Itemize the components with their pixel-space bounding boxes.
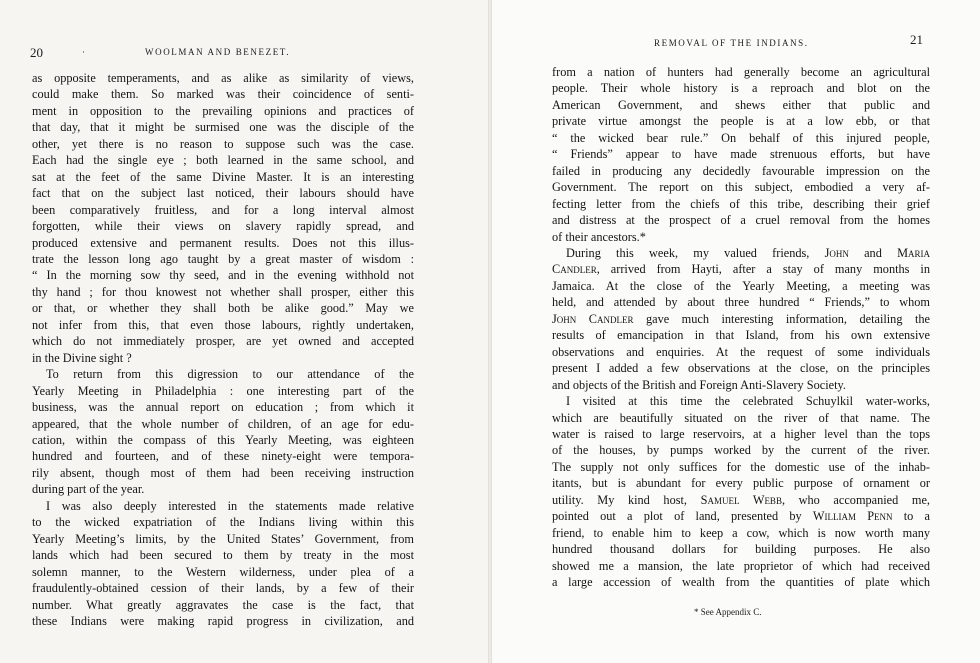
text-line: that day, that it might be surmised one was the disciple of the [32,120,414,135]
gutter [488,0,492,663]
text-line: sat at the feet of the same Divine Master. It is an interesting [32,169,414,184]
text-line: The supply not only suffices for the domestic use of the inhab- [552,459,930,474]
text-line: these Indians were making rapid progress in civilization, and [32,613,414,628]
text-line: showed me a mansion, the late proprietor of which had received [552,558,930,573]
text-line: itants, but is abundant for every public purpose of ornament or [552,476,930,491]
text-line: To return from this digression to our attendance of the [46,367,414,382]
text-line: trate the lesson long ago taught by a great master of wisdom : [32,251,414,266]
left-page-number: 20 [30,45,43,60]
text-line: which are beautifully situated on the river of that name. The [552,410,930,425]
text-line: I was also deeply interested in the statements made relative [46,498,414,513]
text-line: from a nation of hunters had generally become an agricultural [552,65,930,79]
text-line: thy hand ; for thou knowest not whether shall prosper, either this [32,284,414,299]
text-line: during part of the year. [32,482,145,497]
text-line: observations and enquiries. At the request of some individuals [552,344,930,359]
text-line: I visited at this time the celebrated Schuylkil water-works, [566,394,930,409]
text-line: been comparatively fruitless, and for a long interval almost [32,202,414,217]
text-line: hundred and fourteen, and of these ninety-eight were tempora- [32,449,414,464]
text-line: present I added a few observations at the close, on the principles [552,361,930,376]
text-line: fecting letter from the chiefs of this tribe, describing their grief [552,196,930,211]
text-line: produced extensive and permanent results. Does not this illus- [32,235,414,250]
text-line: private virtue amongst the people is at a low ebb, or that [552,114,930,129]
footnote: * See Appendix C. [694,607,762,617]
text-line: other, yet there is no reason to suppose such was the case. [32,136,414,151]
text-line: Yearly Meeting’s limits, by the United States’ Government, from [32,531,414,546]
text-line: and distress at the prospect of a cruel removal from the homes [552,213,930,228]
right-running-head: REMOVAL OF THE INDIANS. [654,38,809,48]
text-line: “ Friends” appear to have made strenuous efforts, but have [552,147,930,162]
left-page-dot: · [82,47,87,57]
text-line: lands which had been secured to them by treaty in the most [32,548,414,563]
text-line: of the houses, by pumps worked by the current of the river. [552,443,930,458]
text-line: “ the wicked bear rule.” On behalf of this injured people, [552,130,930,145]
text-line: which do not immediately prosper, are yet owned and accepted [32,334,414,349]
text-line: fraudulently-obtained cession of their lands, by a few of their [32,581,414,596]
text-line: cation, within the compass of this Yearly Meeting, was eighteen [32,432,414,447]
text-line: Candler, arrived from Hayti, after a stay of many months in [552,262,930,277]
text-line: friend, to enable him to keep a cow, which is now worth many [552,525,930,540]
text-line: John Candler gave much interesting information, detailing the [552,311,930,326]
text-line: American Government, and shews either that public and [552,97,930,112]
text-line: utility. My kind host, Samuel Webb, who accompanied me, [552,492,930,507]
text-line: people. Their whole history is a reproach and blot on the [552,81,930,96]
text-line: pointed out a plot of land, presented by William Penn to a [552,509,930,524]
text-line: fact that on the subject last noticed, their labours should have [32,186,414,201]
text-line: failed in producing any decidedly favourable impression on the [552,163,930,178]
text-line: forgotten, while their views on slavery rapidly spread, and [32,219,414,234]
text-line: or that, or whether they shall both be alike good.” May we [32,301,414,316]
text-line: not infer from this, that even those labours, rightly undertaken, [32,317,414,332]
text-line: appeared, that the whole number of children, of an age for edu- [32,416,414,431]
text-line: hundred thousand dollars for building purposes. He also [552,542,930,557]
text-line: number. What greatly aggravates the case is the fact, that [32,597,414,612]
text-line: Jamaica. At the close of the Yearly Meeting, a meeting was [552,278,930,293]
left-page-text [32,70,414,629]
text-line: water is raised to large reservoirs, at a higher level than the tops [552,426,930,441]
text-line: results of emancipation in that Island, from his own extensive [552,328,930,343]
right-page-number: 21 [910,32,923,47]
text-line: in the Divine sight ? [32,350,132,365]
text-line: ment in opposition to the prevailing opinions and practices of [32,103,414,118]
text-line: could make them. So marked was their coincidence of senti- [32,87,414,102]
text-line: of their ancestors.* [552,229,646,244]
text-line: During this week, my valued friends, John and Maria [566,245,931,260]
text-line: Each had the single eye ; both learned in the same school, and [32,153,414,168]
text-line: business, was the annual report on education ; from which it [32,400,414,415]
text-line: Yearly Meeting in Philadelphia : one interesting part of the [32,383,414,398]
text-line: and objects of the British and Foreign Anti-Slavery Society. [552,377,846,392]
text-line: to the wicked expatriation of the Indians living within this [32,515,414,530]
text-line: rily absent, though most of them had been receiving instruction [32,465,414,480]
text-line: Government. The report on this subject, embodied a very af- [552,180,930,195]
right-page-text [552,64,930,591]
text-line: as opposite temperaments, and as alike as similarity of views, [32,71,414,85]
left-running-head: WOOLMAN AND BENEZET. [145,47,291,57]
text-line: a large accession of wealth from the quantities of plate which [552,575,930,590]
text-line: “ In the morning sow thy seed, and in the evening withhold not [32,268,414,283]
text-line: solemn manner, to the Western wilderness, under plea of a [32,564,414,579]
right-page [490,0,980,663]
text-line: held, and attended by about three hundred “ Friends,” to whom [552,295,930,310]
